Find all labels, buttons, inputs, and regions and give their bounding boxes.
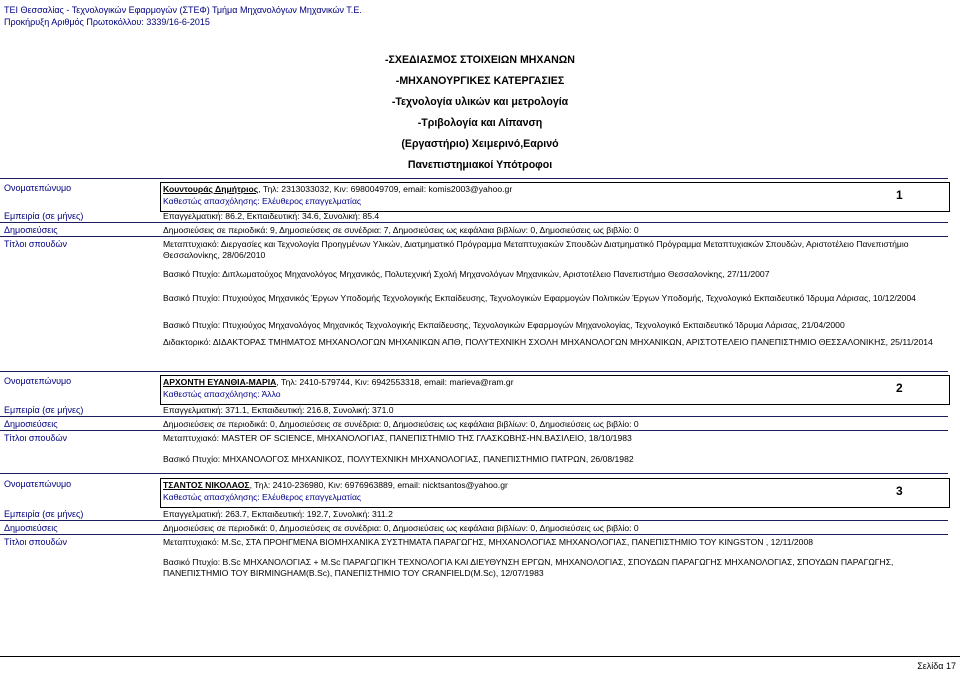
candidate-number: 1 [896, 188, 903, 202]
label-publications: Δημοσιεύσεις [4, 523, 58, 533]
label-experience: Εμπειρία (σε μήνες) [4, 509, 84, 519]
label-name: Ονοματεπώνυμο [4, 479, 72, 489]
label-degrees: Τίτλοι σπουδών [4, 433, 68, 443]
experience-value: Επαγγελματική: 371.1, Εκπαιδευτική: 216.8, Συνολική: 371.0 [163, 405, 394, 415]
candidate-contact: , Τηλ: 2313033032, Κιν: 6980049709, email: komis2003@yahoo.gr [258, 184, 513, 194]
label-publications: Δημοσιεύσεις [4, 419, 58, 429]
institution-line: ΤΕΙ Θεσσαλίας - Τεχνολογικών Εφαρμογών (ΣΤΕΦ) Τμήμα Μηχανολόγων Μηχανικών Τ.Ε. [4, 5, 362, 15]
divider [0, 236, 948, 237]
label-degrees: Τίτλοι σπουδών [4, 537, 68, 547]
employment-status: Καθεστώς απασχόλησης: Άλλο [163, 389, 281, 399]
divider [0, 371, 948, 372]
divider [0, 222, 948, 223]
title-line: -ΣΧΕΔΙΑΣΜΟΣ ΣΤΟΙΧΕΙΩΝ ΜΗΧΑΝΩΝ [385, 54, 575, 66]
candidate-name: ΤΣΑΝΤΟΣ ΝΙΚΟΛΑΟΣ [163, 480, 250, 490]
employment-status: Καθεστώς απασχόλησης: Ελέυθερος επαγγελματίας [163, 492, 362, 502]
degree-item: Διδακτορικό: ΔΙΔΑΚΤΟΡΑΣ ΤΜΗΜΑΤΟΣ ΜΗΧΑΝΟΛΟΓΩΝ ΜΗΧΑΝΙΚΩΝ ΑΠΘ, ΠΟΛΥΤΕΧΝΙΚΗ ΣΧΟΛΗ ΜΗΧΑΝΟΛΟΓΩΝ ΜΗΧΑΝΙΚΩΝ, ΑΡΙΣΤΟΤΕΛΕΙΟ ΠΑΝΕΠΙΣΤΗΜΙΟ ΘΕΣΣΑΛΟΝΙΚΗΣ, 25/11/2014 [163, 337, 933, 347]
candidate-name-line [163, 480, 508, 490]
divider [0, 520, 948, 521]
candidate-contact: , Τηλ: 2410-236980, Κιν: 6976963889, email: nicktsantos@yahoo.gr [249, 480, 508, 490]
divider [0, 473, 948, 474]
label-experience: Εμπειρία (σε μήνες) [4, 405, 84, 415]
candidate-number: 3 [896, 484, 903, 498]
divider [0, 534, 948, 535]
course-titles [0, 50, 960, 176]
degree-item: Μεταπτυχιακό: M.Sc, ΣΤΑ ΠΡΟΗΓΜΕΝΑ ΒΙΟΜΗΧΑΝΙΚΑ ΣΥΣΤΗΜΑΤΑ ΠΑΡΑΓΩΓΗΣ, ΜΗΧΑΝΟΛΟΓΙΑΣ ΜΗΧΑΝΟΛΟΓΙΑΣ, ΠΑΝΕΠΙΣΤΗΜΙΟ ΤΟΥ KINGSTON , 12/11/2008 [163, 537, 814, 547]
announcement-line: Προκήρυξη Αριθμός Πρωτοκόλλου: 3339/16-6-2015 [4, 17, 210, 27]
title-line: (Εργαστήριο) Χειμερινό,Εαρινό [401, 138, 559, 150]
divider [0, 430, 948, 431]
label-degrees: Τίτλοι σπουδών [4, 239, 68, 249]
title-line: -ΜΗΧΑΝΟΥΡΓΙΚΕΣ ΚΑΤΕΡΓΑΣΙΕΣ [395, 75, 565, 87]
degree-item: Βασικό Πτυχίο: B.Sc ΜΗΧΑΝΟΛΟΓΙΑΣ + M.Sc ΠΑΡΑΓΩΓΙΚΗ ΤΕΧΝΟΛΟΓΙΑ ΚΑΙ ΔΙΕΥΘΥΝΣΗ ΕΡΓΩΝ, ΜΗΧΑΝΟΛΟΓΙΑΣ, ΣΠΟΥΔΩΝ ΠΑΡΑΓΩΓΗΣ ΜΗΧΑΝΟΛΟΓΙΑΣ, ΣΠΟΥΔΩΝ ΠΑΡΑΓΩΓΗΣ, ΠΑΝΕΠΙΣΤΗΜΙΟ ΤΟΥ BIRMINGHAM(B.Sc), ΠΑΝΕΠΙΣΤΗΜΙΟ ΤΟΥ CRANFIELD(M.Sc), 12/07/1983 [163, 557, 894, 578]
degree-item: Βασικό Πτυχίο: Πτυχιούχος Μηχανολόγος Μηχανικός Τεχνολογικής Εκπαίδευσης, Τεχνολογικών Εφαρμογών Μηχανολογίας, Τεχνολογικό Εκπαιδευτικό Ίδρυμα Λάρισας, 21/04/2000 [163, 320, 845, 330]
publications-value: Δημοσιεύσεις σε περιοδικά: 9, Δημοσιεύσεις σε συνέδρια: 7, Δημοσιεύσεις ως κεφάλαια βιβλίων: 0, Δημοσιεύσεις ως βιβλίο: 0 [163, 225, 639, 235]
publications-value: Δημοσιεύσεις σε περιοδικά: 0, Δημοσιεύσεις σε συνέδρια: 0, Δημοσιεύσεις ως κεφάλαια βιβλίων: 0, Δημοσιεύσεις ως βιβλίο: 0 [163, 523, 639, 533]
label-publications: Δημοσιεύσεις [4, 225, 58, 235]
footer-rule [0, 656, 960, 657]
divider [0, 416, 948, 417]
label-name: Ονοματεπώνυμο [4, 183, 72, 193]
degree-item: Μεταπτυχιακό: Διεργασίες και Τεχνολογία Προηγμένων Υλικών, Διατμηματικό Πρόγραμμα Μεταπτυχιακών Σπουδών Διατμηματικό Πρόγραμμα Μεταπτυχιακών Σπουδών, Αριστοτέλειο Πανεπιστήμιο Θεσσαλονίκης, 28/06/2010 [163, 239, 909, 260]
title-line: Πανεπιστημιακοί Υπότροφοι [407, 159, 553, 171]
degree-item: Μεταπτυχιακό: MASTER OF SCIENCE, ΜΗΧΑΝΟΛΟΓΙΑΣ, ΠΑΝΕΠΙΣΤΗΜΙΟ ΤΗΣ ΓΛΑΣΚΩΒΗΣ-ΗΝ.ΒΑΣΙΛΕΙΟ, 18/10/1983 [163, 433, 632, 443]
candidate-contact: , Τηλ: 2410-579744, Κιν: 6942553318, email: marieva@ram.gr [276, 377, 514, 387]
title-line: -Τεχνολογία υλικών και μετρολογία [391, 96, 569, 108]
page-number: Σελίδα 17 [917, 661, 956, 671]
degree-item: Βασικό Πτυχίο: ΜΗΧΑΝΟΛΟΓΟΣ ΜΗΧΑΝΙΚΟΣ, ΠΟΛΥΤΕΧΝΙΚΗ ΜΗΧΑΝΟΛΟΓΙΑΣ, ΠΑΝΕΠΙΣΤΗΜΙΟ ΠΑΤΡΩΝ, 26/08/1982 [163, 454, 634, 464]
title-line: -Τριβολογία και Λίπανση [417, 117, 543, 129]
degree-item: Βασικό Πτυχίο: Διπλωματούχος Μηχανολόγος Μηχανικός, Πολυτεχνική Σχολή Μηχανολόγων Μηχανικών, Αριστοτέλειο Πανεπιστήμιο Θεσσαλονίκης, 27/11/2007 [163, 269, 770, 279]
candidate-name: ΑΡΧΟΝΤΗ ΕΥΑΝΘΙΑ-ΜΑΡΙΑ [163, 377, 277, 387]
employment-status: Καθεστώς απασχόλησης: Ελέυθερος επαγγελματίας [163, 196, 362, 206]
label-name: Ονοματεπώνυμο [4, 376, 72, 386]
experience-value: Επαγγελματική: 263.7, Εκπαιδευτική: 192.7, Συνολική: 311.2 [163, 509, 393, 519]
degree-item: Βασικό Πτυχίο: Πτυχιούχος Μηχανικός Έργων Υποδομής Τεχνολογικής Εκπαίδευσης, Τεχνολογικών Εφαρμογών Πολιτικών Έργων Υποδομής, Τεχνολογικό Εκπαιδευτικό Ίδρυμα Λάρισας, 10/12/2004 [163, 293, 916, 303]
document-header [4, 4, 362, 28]
experience-value: Επαγγελματική: 86.2, Εκπαιδευτική: 34.6, Συνολική: 85.4 [163, 211, 380, 221]
publications-value: Δημοσιεύσεις σε περιοδικά: 0, Δημοσιεύσεις σε συνέδρια: 0, Δημοσιεύσεις ως κεφάλαια βιβλίων: 0, Δημοσιεύσεις ως βιβλίο: 0 [163, 419, 639, 429]
candidate-number: 2 [896, 381, 903, 395]
label-experience: Εμπειρία (σε μήνες) [4, 211, 84, 221]
candidate-name-line [163, 184, 512, 194]
candidate-name-line [163, 377, 514, 387]
candidate-name: Κουντουράς Δημήτριος [163, 184, 259, 194]
divider [0, 178, 948, 179]
